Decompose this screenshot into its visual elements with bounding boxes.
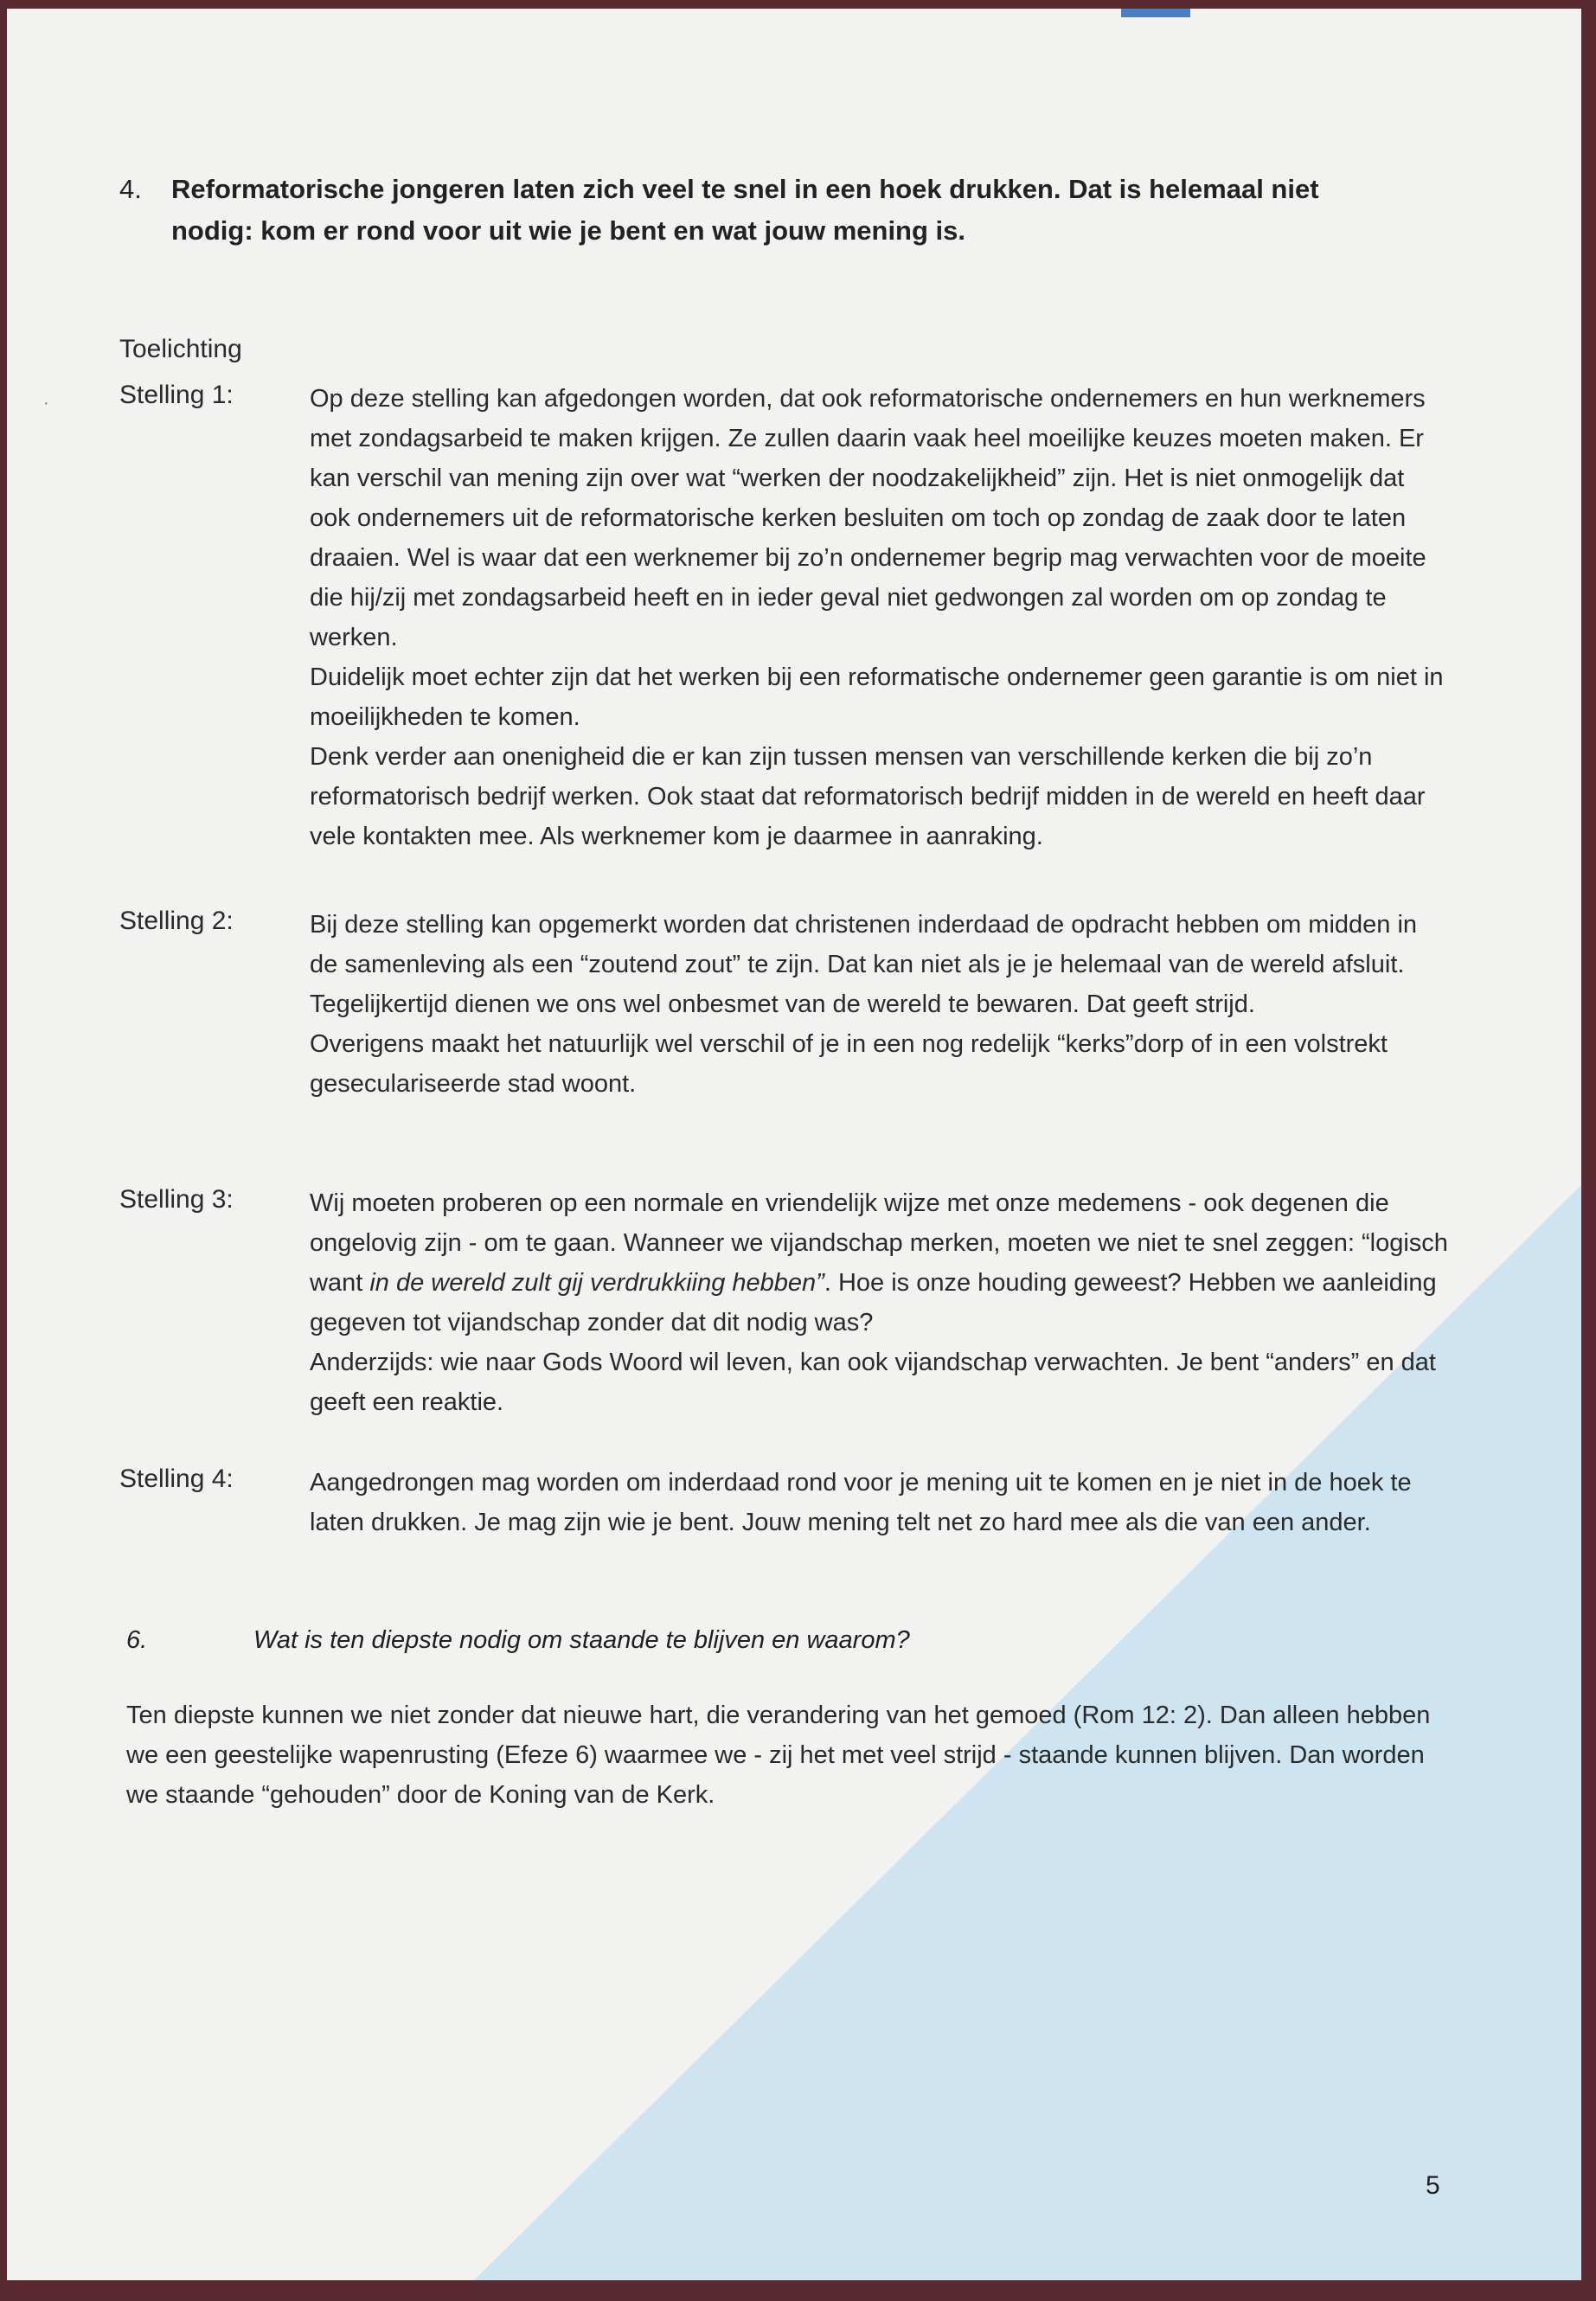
stelling-3-paragraph: Anderzijds: wie naar Gods Woord wil leven, kan ook vijandschap verwachten. Je bent “anders” en dat geeft een reaktie. bbox=[310, 1349, 1436, 1416]
document-page bbox=[7, 9, 1581, 2280]
stelling-1-label: Stelling 1: bbox=[119, 381, 234, 409]
stelling-3-paragraph bbox=[310, 1183, 1452, 1343]
question-4-number: 4. bbox=[119, 174, 142, 204]
stelling-1-paragraph: Op deze stelling kan afgedongen worden, dat ook reformatorische ondernemers en hun werknemers met zondagsarbeid te maken krijgen. Ze zullen daarin vaak heel moeilijke keuzes moeten maken. Er kan verschil van mening zijn over wat “werken der noodzakelijkheid” zijn. Het is niet onmogelijk dat ook ondernemers uit de reformatorische kerken besluiten om toch op zondag de zaak door te laten draaien. Wel is waar dat een werknemer bij zo’n ondernemer begrip mag verwachten voor de moeite die hij/zij met zondagsarbeid heeft en in ieder geval niet gedwongen zal worden om op zondag te werken. bbox=[310, 385, 1426, 651]
page-number: 5 bbox=[1426, 2171, 1440, 2200]
stelling-1-text bbox=[310, 379, 1452, 856]
margin-dot: · bbox=[43, 394, 49, 413]
stelling-1-paragraph: Duidelijk moet echter zijn dat het werken bij een reformatische ondernemer geen garantie is om niet in moeilijkheden te komen. bbox=[310, 663, 1444, 731]
answer-6: Ten diepste kunnen we niet zonder dat nieuwe hart, die verandering van het gemoed (Rom 12: 2). Dan alleen hebben we een geestelijke wapenrusting (Efeze 6) waarmee we - zij het met veel strijd - staande kunnen blijven. Dan worden we staande “gehouden” door de Koning van de Kerk. bbox=[126, 1702, 1431, 1809]
question-6-number: 6. bbox=[126, 1626, 148, 1654]
stelling-3-text bbox=[310, 1183, 1452, 1422]
stelling-3-label: Stelling 3: bbox=[119, 1185, 234, 1214]
stelling-4-label: Stelling 4: bbox=[119, 1465, 234, 1493]
stelling-2-label: Stelling 2: bbox=[119, 907, 234, 935]
question-6-text: Wat is ten diepste nodig om staande te blijven en waarom? bbox=[253, 1626, 910, 1654]
stelling-3-text-before: Wij moeten proberen op een normale en vriendelijk wijze met onze medemens - ook degenen die ongelovig zijn - om te gaan. Wanneer we vijandschap merken, moeten we niet te snel zeggen: “logisch want bbox=[310, 1189, 1448, 1297]
stelling-3-quote: in de wereld zult gij verdrukkiing hebben” bbox=[369, 1269, 824, 1297]
stelling-4-text bbox=[310, 1463, 1452, 1542]
stelling-3-text-after: . Hoe is onze houding geweest? Hebben we aanleiding gegeven tot vijandschap zonder dat dit nodig was? bbox=[310, 1269, 1437, 1336]
question-4-text: Reformatorische jongeren laten zich veel te snel in een hoek drukken. Dat is helemaal niet nodig: kom er rond voor uit wie je bent en wat jouw mening is. bbox=[171, 174, 1319, 246]
toelichting-heading: Toelichting bbox=[119, 335, 242, 363]
stelling-2-paragraph: Overigens maakt het natuurlijk wel verschil of je in een nog redelijk “kerks”dorp of in een volstrekt geseculariseerde stad woont. bbox=[310, 1030, 1388, 1098]
stelling-2-paragraph: Bij deze stelling kan opgemerkt worden dat christenen inderdaad de opdracht hebben om midden in de samenleving als een “zoutend zout” te zijn. Dat kan niet als je je helemaal van de wereld afsluit. Tegelijkertijd dienen we ons wel onbesmet van de wereld te bewaren. Dat geeft strijd. bbox=[310, 911, 1418, 1018]
stelling-4-paragraph: Aangedrongen mag worden om inderdaad rond voor je mening uit te komen en je niet in de hoek te laten drukken. Je mag zijn wie je bent. Jouw mening telt net zo hard mee als die van een ander. bbox=[310, 1469, 1412, 1536]
stelling-1-paragraph: Denk verder aan onenigheid die er kan zijn tussen mensen van verschillende kerken die bij zo’n reformatorisch bedrijf werken. Ook staat dat reformatorisch bedrijf midden in de wereld en heeft daar vele kontakten mee. Als werknemer kom je daarmee in aanraking. bbox=[310, 743, 1426, 850]
stelling-2-text bbox=[310, 905, 1452, 1104]
page-content bbox=[7, 9, 1581, 2280]
